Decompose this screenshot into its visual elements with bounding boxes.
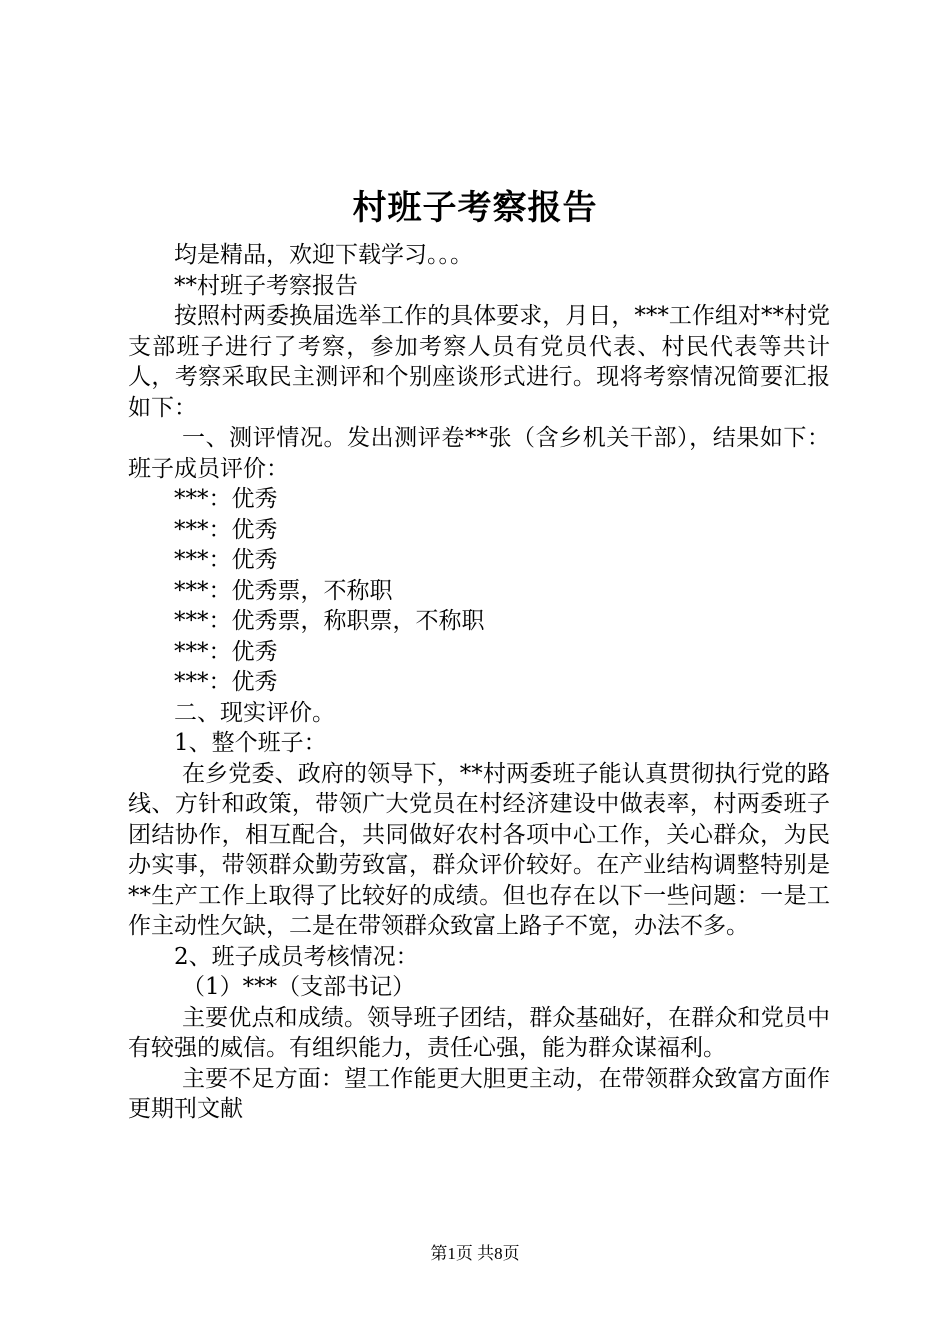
paragraph: 主要不足方面：望工作能更大胆更主动，在带领群众致富方面作更期刊文献 [128,1065,830,1122]
rating-item: ***：优秀 [174,547,278,573]
rating-item: ***：优秀 [174,669,278,695]
rating-item: ***：优秀 [174,638,278,665]
document-body [128,240,830,1125]
paragraph: 在乡党委、政府的领导下，**村两委班子能认真贯彻执行党的路线、方针和政策，带领广大党员在村经济建设中做表率，村两委班子团结协作，相互配合，共同做好农村各项中心工作，关心群众，为民办实事，带领群众勤劳致富，群众评价较好。在产业结构调整特别是**生产工作上取得了比较好的成绩。但也存在以下一些问题：一是工作主动性欠缺，二是在带领群众致富上路子不宽，办法不多。 [128,760,830,939]
paragraph: 按照村两委换届选举工作的具体要求，月日，***工作组对**村党支部班子进行了考察，参加考察人员有党员代表、村民代表等共计人，考察采取民主测评和个别座谈形式进行。现将考察情况简要汇报如下： [128,303,830,421]
document-title: 村班子考察报告 [352,188,598,228]
rating-item: ***：优秀 [174,486,278,512]
subsection-heading: 2、班子成员考核情况： [174,943,419,970]
section-heading: 一、测评情况。发出测评卷**张（含乡机关干部），结果如下：班子成员评价： [128,425,830,482]
paragraph: 主要优点和成绩。领导班子团结，群众基础好，在群众和党员中有较强的威信。有组织能力，责任心强，能为群众谋福利。 [128,1004,830,1061]
section-heading: 二、现实评价。 [174,699,335,726]
intro-line: 均是精品，欢迎下载学习。。。 [174,242,473,268]
rating-item: ***：优秀票，称职票，不称职 [174,608,485,634]
rating-item: ***：优秀票，不称职 [174,577,393,604]
rating-item: ***：优秀 [174,516,278,543]
subsection-heading: 1、整个班子： [174,730,327,756]
page-number: 第1页 共8页 [430,1244,520,1263]
member-heading: （1）***（支部书记） [182,974,416,1000]
subtitle-line: **村班子考察报告 [174,272,358,299]
